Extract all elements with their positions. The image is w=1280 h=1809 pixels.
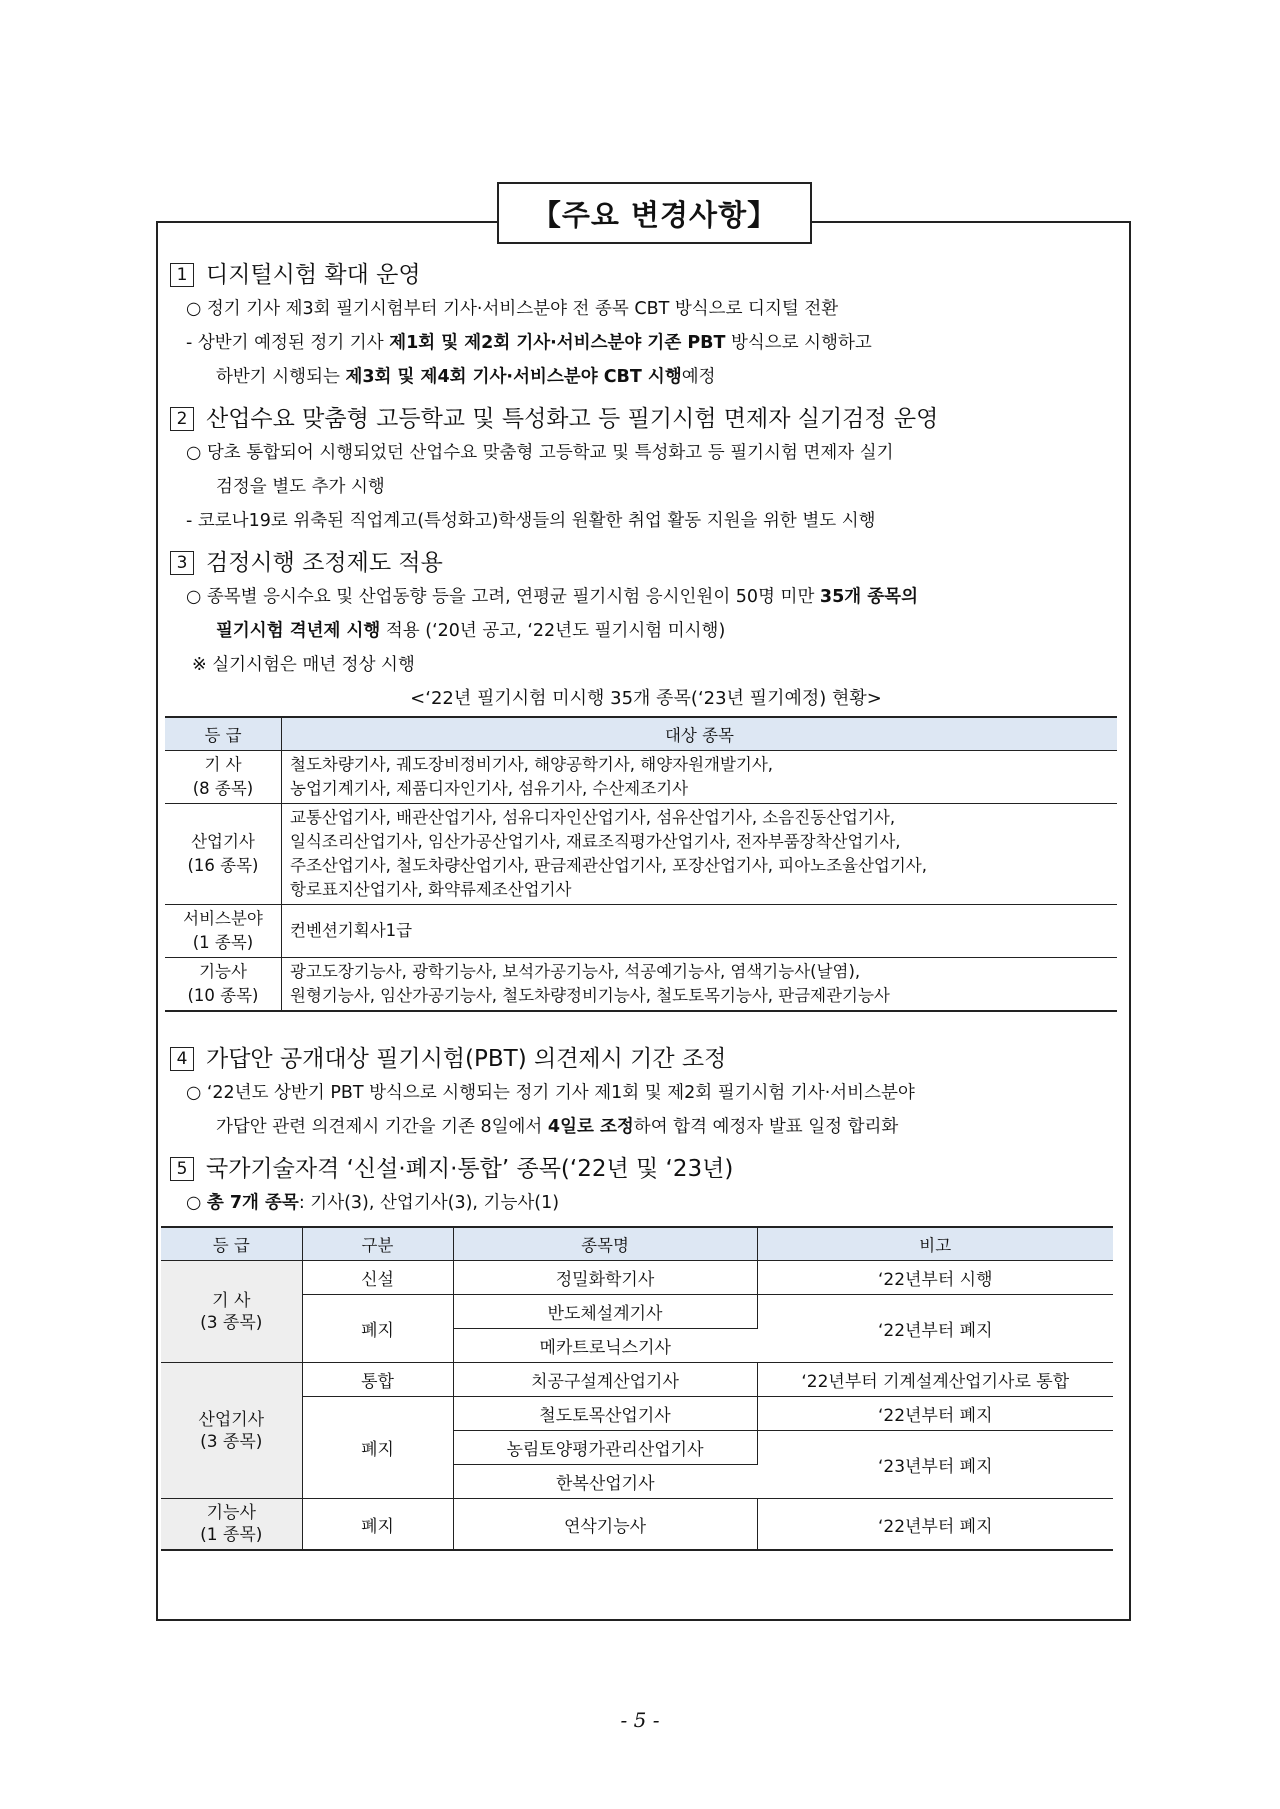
section-4-heading — [170, 1042, 1130, 1076]
type-cell: 통합 — [302, 1363, 453, 1397]
section-number: 3 — [170, 551, 194, 575]
grade-cell: 서비스분야 (1 종목) — [165, 905, 282, 958]
section-5-heading — [170, 1152, 1130, 1186]
header-grade: 등 급 — [165, 717, 282, 751]
section-title: 가답안 공개대상 필기시험(PBT) 의견제시 기간 조정 — [206, 1046, 727, 1072]
section-2-heading — [170, 402, 1130, 436]
type-cell: 폐지 — [302, 1397, 453, 1499]
table-row — [161, 1261, 1113, 1295]
type-cell: 폐지 — [302, 1295, 453, 1363]
table-row — [161, 1363, 1113, 1397]
table-header-row — [165, 717, 1117, 751]
note-cell: ‘22년부터 폐지 — [757, 1499, 1113, 1551]
sub-bullet: - 코로나19로 위축된 직업계고(특성화고)학생들의 원활한 취업 활동 지원을 위한 별도 시행 — [186, 511, 876, 531]
type-cell: 폐지 — [302, 1499, 453, 1551]
note-cell: ‘22년부터 폐지 — [757, 1295, 1113, 1363]
item-cell: 메카트로닉스기사 — [453, 1329, 757, 1363]
grade-cell: 산업기사 (3 종목) — [161, 1363, 302, 1499]
note-cell: ‘22년부터 기계설계산업기사로 통합 — [757, 1363, 1113, 1397]
section-title: 디지털시험 확대 운영 — [206, 262, 421, 288]
section-3-heading — [170, 546, 1130, 580]
section-number: 1 — [170, 263, 194, 287]
item-cell: 정밀화학기사 — [453, 1261, 757, 1295]
sub-bullet-cont: 하반기 시행되는 제3회 및 제4회 기사·서비스분야 CBT 시행예정 — [216, 367, 716, 387]
item-cell: 농림토양평가관리산업기사 — [453, 1431, 757, 1465]
page-number: - 5 - — [620, 1708, 660, 1732]
note-cell: ‘23년부터 폐지 — [757, 1431, 1113, 1499]
items-cell: 광고도장기능사, 광학기능사, 보석가공기능사, 석공예기능사, 염색기능사(날염), 원형기능사, 임산가공기능사, 철도차량정비기능사, 철도토목기능사, 판금제관기능사 — [282, 958, 1118, 1012]
table-row — [161, 1397, 1113, 1431]
table-caption: <‘22년 필기시험 미시행 35개 종목(‘23년 필기예정) 현황> — [410, 688, 882, 709]
note-cell: ‘22년부터 시행 — [757, 1261, 1113, 1295]
note-cell: ‘22년부터 폐지 — [757, 1397, 1113, 1431]
items-cell: 교통산업기사, 배관산업기사, 섬유디자인산업기사, 섬유산업기사, 소음진동산업기사, 일식조리산업기사, 임산가공산업기사, 재료조직평가산업기사, 전자부품장착산업기사, 주조산업기사, 철도차량산업기사, 판금제관산업기사, 포장산업기사, 피아노조율산업기사, 항로표지산업기사, 화약류제조산업기사 — [282, 804, 1118, 905]
qualification-change-table — [161, 1226, 1113, 1551]
document-body — [170, 250, 1130, 1551]
biennial-exam-table — [165, 716, 1117, 1012]
section-title: 국가기술자격 ‘신설·폐지·통합’ 종목(‘22년 및 ‘23년) — [206, 1156, 734, 1182]
items-cell: 컨벤션기획사1급 — [282, 905, 1118, 958]
table-row — [165, 905, 1117, 958]
bullet-cont: 가답안 관련 의견제시 기간을 기존 8일에서 4일로 조정하여 합격 예정자 발표 일정 합리화 — [216, 1117, 899, 1137]
grade-cell: 기능사 (1 종목) — [161, 1499, 302, 1551]
section-number: 2 — [170, 407, 194, 431]
table-row — [161, 1295, 1113, 1329]
item-cell: 한복산업기사 — [453, 1465, 757, 1499]
bullet: ○ ‘22년도 상반기 PBT 방식으로 시행되는 정기 기사 제1회 및 제2회 필기시험 기사·서비스분야 — [186, 1083, 915, 1103]
item-cell: 철도토목산업기사 — [453, 1397, 757, 1431]
bullet-cont: 필기시험 격년제 시행 적용 (‘20년 공고, ‘22년도 필기시험 미시행) — [216, 621, 726, 641]
section-number: 5 — [170, 1157, 194, 1181]
items-cell: 철도차량기사, 궤도장비정비기사, 해양공학기사, 해양자원개발기사, 농업기계기사, 제품디자인기사, 섬유기사, 수산제조기사 — [282, 751, 1118, 804]
item-cell: 연삭기능사 — [453, 1499, 757, 1551]
note: ※ 실기시험은 매년 정상 시행 — [192, 655, 415, 675]
section-title: 산업수요 맞춤형 고등학교 및 특성화고 등 필기시험 면제자 실기검정 운영 — [206, 406, 939, 432]
section-1-heading — [170, 258, 1130, 292]
page-title: 【주요 변경사항】 — [497, 182, 812, 244]
table-row — [165, 804, 1117, 905]
grade-cell: 기 사 (8 종목) — [165, 751, 282, 804]
table-header-row — [161, 1227, 1113, 1261]
grade-cell: 기능사 (10 종목) — [165, 958, 282, 1012]
header-item: 종목명 — [453, 1227, 757, 1261]
bullet-cont: 검정을 별도 추가 시행 — [216, 477, 385, 497]
bullet: ○ 총 7개 종목: 기사(3), 산업기사(3), 기능사(1) — [186, 1193, 560, 1213]
item-cell: 반도체설계기사 — [453, 1295, 757, 1329]
header-note: 비고 — [757, 1227, 1113, 1261]
header-items: 대상 종목 — [282, 717, 1118, 751]
bullet: ○ 당초 통합되어 시행되었던 산업수요 맞춤형 고등학교 및 특성화고 등 필기시험 면제자 실기 — [186, 443, 894, 463]
header-type: 구분 — [302, 1227, 453, 1261]
table-row — [165, 751, 1117, 804]
grade-cell: 기 사 (3 종목) — [161, 1261, 302, 1363]
section-number: 4 — [170, 1047, 194, 1071]
header-grade: 등 급 — [161, 1227, 302, 1261]
bullet: ○ 정기 기사 제3회 필기시험부터 기사·서비스분야 전 종목 CBT 방식으로 디지털 전환 — [186, 299, 839, 319]
bullet: ○ 종목별 응시수요 및 산업동향 등을 고려, 연평균 필기시험 응시인원이 50명 미만 35개 종목의 — [186, 587, 918, 607]
section-title: 검정시행 조정제도 적용 — [206, 550, 443, 576]
type-cell: 신설 — [302, 1261, 453, 1295]
grade-cell: 산업기사 (16 종목) — [165, 804, 282, 905]
item-cell: 치공구설계산업기사 — [453, 1363, 757, 1397]
table-row — [161, 1499, 1113, 1551]
sub-bullet: - 상반기 예정된 정기 기사 제1회 및 제2회 기사·서비스분야 기존 PBT 방식으로 시행하고 — [186, 333, 872, 353]
table-row — [165, 958, 1117, 1012]
